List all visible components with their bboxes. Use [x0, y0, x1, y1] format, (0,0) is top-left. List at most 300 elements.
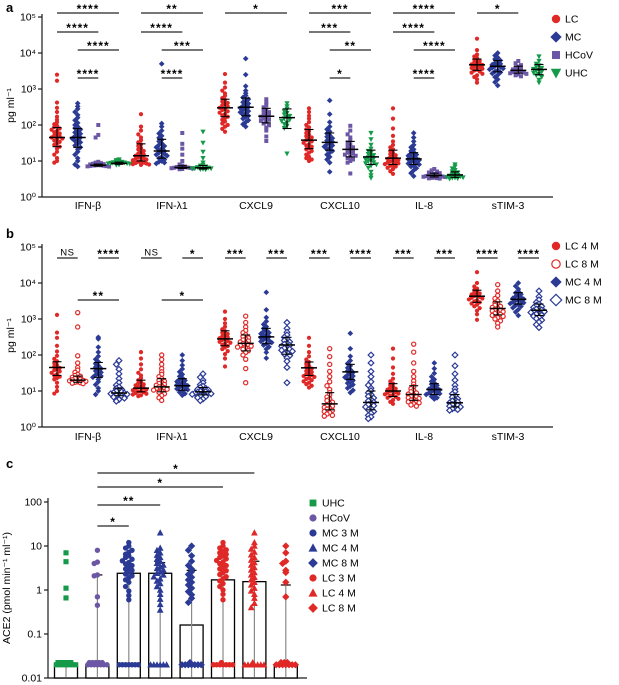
data-point — [123, 545, 128, 550]
panel-label-a: a — [6, 0, 14, 15]
significance-label: *** — [331, 2, 349, 16]
data-point — [52, 153, 56, 157]
data-point — [534, 73, 539, 78]
significance-label: *** — [394, 247, 412, 261]
significance-label: NS — [144, 247, 159, 259]
data-point — [328, 347, 332, 351]
data-point — [282, 593, 289, 600]
legend-label: MC 8 M — [565, 294, 602, 307]
y-tick-label: 10³ — [20, 83, 36, 96]
significance-label: *** — [268, 247, 286, 261]
significance-label: *** — [321, 21, 339, 35]
data-point — [55, 313, 59, 317]
x-category-label: IFN-λ1 — [156, 200, 188, 212]
legend-label: MC 8 M — [322, 557, 359, 570]
significance-label: **** — [97, 247, 120, 261]
data-point — [348, 129, 352, 133]
data-point — [346, 161, 350, 165]
data-point — [55, 344, 59, 348]
data-point — [55, 660, 60, 665]
data-point — [391, 172, 395, 176]
data-point — [328, 369, 332, 373]
data-point — [117, 662, 122, 667]
x-category-label: CXCL10 — [320, 431, 360, 443]
x-category-label: CXCL10 — [320, 200, 360, 212]
data-point — [180, 142, 184, 146]
data-point — [391, 126, 395, 130]
data-point — [152, 388, 156, 392]
data-point — [136, 662, 141, 667]
data-point — [94, 135, 98, 139]
data-point — [396, 397, 400, 401]
data-point — [347, 346, 353, 352]
data-point — [55, 79, 59, 83]
y-tick-label: 10¹ — [20, 155, 36, 168]
legend-marker-circle — [552, 260, 560, 268]
data-point — [470, 71, 474, 75]
data-point — [414, 404, 418, 408]
data-point — [223, 72, 227, 76]
y-tick-label: 10 — [30, 540, 42, 553]
significance-label: ** — [123, 494, 135, 508]
data-point — [241, 353, 245, 357]
data-point — [52, 161, 56, 165]
legend-label: MC — [565, 31, 582, 44]
significance-label: **** — [150, 21, 173, 35]
y-axis-label: ACE2 (pmol min⁻¹ ml⁻¹) — [1, 531, 13, 645]
data-point — [452, 352, 458, 358]
data-point — [220, 597, 225, 602]
data-point — [368, 131, 373, 136]
data-point — [475, 48, 479, 52]
significance-label: **** — [87, 39, 110, 53]
data-point — [475, 309, 479, 313]
data-point — [139, 350, 143, 354]
data-point — [328, 380, 332, 384]
data-point — [514, 73, 518, 77]
data-point — [496, 289, 500, 293]
data-point — [244, 320, 248, 324]
data-point — [104, 662, 109, 667]
data-point — [452, 371, 458, 377]
data-point — [264, 139, 268, 143]
data-point — [92, 573, 97, 578]
data-point — [467, 297, 471, 301]
data-point — [55, 100, 59, 104]
data-point — [391, 117, 395, 121]
data-point — [328, 355, 332, 359]
data-point — [412, 369, 416, 373]
data-point — [480, 72, 484, 76]
data-point — [55, 336, 59, 340]
data-point — [147, 162, 151, 166]
y-tick-label: 10⁴ — [19, 47, 36, 60]
data-point — [496, 325, 500, 329]
data-point — [92, 561, 97, 566]
data-point — [348, 124, 352, 128]
data-point — [223, 317, 227, 321]
data-point — [55, 110, 59, 114]
data-point — [126, 597, 131, 602]
data-point — [480, 296, 484, 300]
data-point — [307, 385, 311, 389]
data-point — [322, 414, 326, 418]
data-point — [236, 345, 240, 349]
legend-label: HCoV — [322, 512, 351, 525]
data-point — [431, 360, 437, 366]
data-point — [139, 128, 143, 132]
significance-label: *** — [226, 247, 244, 261]
y-tick-label: 10⁰ — [20, 421, 36, 434]
data-point — [136, 394, 140, 398]
significance-label: * — [173, 462, 179, 476]
x-category-label: sTIM-3 — [491, 431, 525, 443]
data-point — [282, 542, 289, 549]
significance-label: * — [253, 2, 259, 16]
data-point — [52, 391, 56, 395]
data-point — [304, 382, 308, 386]
data-point — [284, 365, 290, 371]
data-point — [282, 549, 289, 556]
data-point — [131, 392, 135, 396]
data-point — [87, 660, 92, 665]
data-point — [386, 166, 390, 170]
data-point — [412, 361, 416, 365]
data-point — [160, 398, 164, 402]
data-point — [343, 153, 347, 157]
data-point — [243, 56, 249, 62]
data-point — [219, 660, 224, 665]
data-point — [63, 586, 68, 591]
data-point — [55, 73, 59, 77]
legend-label: UHC — [322, 497, 345, 510]
legend-label: LC 4 M — [565, 240, 599, 253]
data-point — [244, 357, 248, 361]
y-tick-label: 1 — [36, 584, 42, 597]
data-point — [330, 413, 334, 417]
data-point — [243, 72, 249, 78]
significance-label: * — [110, 515, 116, 529]
data-point — [139, 112, 143, 116]
x-category-label: IFN-β — [74, 200, 102, 212]
data-point — [368, 176, 373, 181]
data-point — [180, 159, 184, 163]
data-point — [284, 380, 290, 386]
legend-marker-square — [310, 500, 317, 507]
significance-label: **** — [76, 67, 100, 81]
data-point — [536, 81, 541, 86]
data-point — [95, 594, 100, 599]
data-point — [475, 81, 479, 85]
legend-label: LC 3 M — [322, 572, 356, 585]
data-point — [475, 37, 479, 41]
data-point — [264, 134, 268, 138]
legend-label: HCoV — [565, 49, 594, 62]
legend-marker-triangle-up — [309, 588, 318, 596]
data-point — [327, 111, 333, 117]
data-point — [228, 341, 232, 345]
data-point — [63, 559, 68, 564]
data-point — [159, 61, 165, 67]
significance-label: **** — [349, 247, 372, 261]
data-point — [307, 350, 311, 354]
data-point — [383, 162, 387, 166]
data-point — [307, 159, 311, 163]
legend-label: UHC — [565, 67, 588, 80]
y-tick-label: 10⁰ — [20, 191, 36, 204]
y-axis-label: pg ml⁻¹ — [5, 88, 17, 123]
legend-marker-diamond — [550, 276, 561, 287]
data-point — [475, 312, 479, 316]
data-point — [391, 347, 395, 351]
data-point — [95, 344, 101, 350]
legend-marker-circle — [309, 574, 316, 581]
data-point — [165, 387, 169, 391]
significance-label: **** — [160, 67, 184, 81]
data-point — [412, 342, 416, 346]
data-point — [412, 375, 416, 379]
significance-label: * — [157, 476, 164, 490]
data-point — [55, 381, 59, 385]
data-point — [263, 307, 269, 313]
legend-marker-circle — [309, 514, 316, 521]
legend-marker-triangle-down — [551, 69, 562, 79]
data-point — [223, 81, 227, 85]
data-point — [368, 360, 374, 366]
data-point — [496, 283, 500, 287]
data-point — [73, 662, 78, 667]
data-point — [519, 74, 523, 78]
legend-marker-diamond — [308, 603, 318, 613]
data-point — [95, 603, 100, 608]
data-point — [139, 367, 143, 371]
data-point — [223, 364, 227, 368]
significance-label: **** — [66, 21, 89, 35]
legend-label: MC 3 M — [322, 527, 359, 540]
data-point — [244, 381, 248, 385]
y-axis-label: pg ml⁻¹ — [5, 318, 17, 353]
legend-marker-diamond — [550, 294, 561, 305]
significance-label: *** — [310, 247, 328, 261]
data-point — [328, 375, 332, 379]
data-point — [63, 550, 68, 555]
data-point — [95, 548, 100, 553]
data-point — [126, 580, 131, 585]
panel-label-b: b — [6, 226, 14, 241]
data-point — [217, 572, 222, 577]
data-point — [475, 281, 479, 285]
significance-label: * — [494, 2, 501, 16]
legend-label: LC 8 M — [322, 602, 356, 615]
data-point — [284, 152, 289, 157]
legend-marker-circle — [552, 15, 560, 23]
data-point — [493, 317, 497, 321]
legend-marker-triangle-up — [309, 543, 318, 551]
data-point — [307, 336, 311, 340]
data-point — [123, 584, 128, 589]
data-point — [383, 392, 387, 396]
data-point — [200, 130, 205, 135]
data-point — [307, 344, 311, 348]
significance-label: **** — [76, 2, 100, 16]
significance-label: **** — [412, 67, 436, 81]
data-point — [96, 123, 100, 127]
legend-marker-circle — [309, 529, 316, 536]
y-tick-label: 10⁴ — [19, 277, 36, 290]
data-point — [391, 372, 395, 376]
data-point — [304, 147, 308, 151]
data-point — [396, 391, 400, 395]
data-point — [262, 122, 266, 126]
data-point — [307, 106, 311, 110]
legend-label: LC — [565, 13, 579, 26]
x-category-label: CXCL9 — [239, 200, 273, 212]
x-category-label: CXCL9 — [239, 431, 273, 443]
data-point — [391, 356, 395, 360]
data-point — [327, 169, 333, 175]
data-point — [307, 110, 311, 114]
data-point — [160, 357, 164, 361]
significance-label: ** — [166, 2, 178, 16]
significance-label: ** — [92, 289, 105, 303]
y-tick-label: 100 — [24, 496, 42, 509]
x-category-label: IFN-λ1 — [156, 431, 188, 443]
data-point — [139, 163, 143, 167]
y-tick-label: 10⁵ — [19, 241, 36, 254]
data-point — [524, 72, 528, 76]
significance-label: * — [189, 247, 196, 261]
y-tick-label: 10⁵ — [19, 11, 36, 24]
data-point — [263, 350, 269, 356]
data-point — [76, 361, 80, 365]
data-point — [244, 366, 248, 370]
data-point — [409, 403, 413, 407]
data-point — [251, 529, 258, 535]
data-point — [68, 660, 73, 665]
data-point — [368, 352, 374, 358]
significance-label: **** — [476, 247, 499, 261]
significance-label: **** — [423, 39, 446, 53]
data-point — [180, 153, 184, 157]
data-point — [55, 385, 59, 389]
data-point — [347, 330, 353, 336]
significance-label: *** — [173, 39, 191, 53]
data-point — [52, 377, 56, 381]
significance-label: **** — [517, 247, 540, 261]
y-tick-label: 10² — [20, 349, 36, 362]
data-point — [412, 350, 416, 354]
data-point — [55, 349, 59, 353]
significance-label: *** — [436, 247, 454, 261]
x-category-label: sTIM-3 — [491, 200, 525, 212]
data-point — [264, 129, 268, 133]
significance-label: ** — [344, 39, 357, 53]
data-point — [475, 270, 479, 274]
data-point — [76, 354, 80, 358]
data-point — [220, 592, 225, 597]
data-point — [475, 318, 479, 322]
data-point — [263, 290, 269, 296]
significance-label: * — [337, 67, 343, 81]
data-point — [76, 325, 80, 329]
significance-label: NS — [60, 247, 75, 259]
x-category-label: IL-8 — [414, 431, 434, 443]
data-point — [200, 150, 205, 155]
data-point — [391, 402, 395, 406]
data-point — [200, 156, 205, 161]
y-tick-label: 10¹ — [20, 385, 36, 398]
data-point — [76, 311, 80, 315]
data-point — [160, 362, 164, 366]
data-point — [244, 314, 248, 318]
legend-marker-diamond — [550, 31, 561, 42]
panel-label-c: c — [6, 456, 14, 471]
data-point — [368, 137, 373, 142]
data-point — [139, 356, 143, 360]
y-tick-label: 0.1 — [27, 628, 42, 641]
y-tick-label: 0.01 — [21, 672, 42, 685]
data-point — [160, 353, 164, 357]
data-point — [211, 662, 216, 667]
data-point — [363, 161, 368, 166]
legend-marker-circle — [552, 242, 560, 250]
x-category-label: IL-8 — [414, 200, 434, 212]
data-point — [223, 130, 227, 134]
data-point — [460, 175, 465, 180]
data-point — [284, 320, 290, 326]
data-point — [131, 162, 135, 166]
y-tick-label: 10² — [20, 119, 36, 132]
legend-marker-square — [552, 51, 560, 59]
data-point — [180, 131, 184, 135]
legend-label: MC 4 M — [565, 276, 602, 289]
data-point — [139, 125, 143, 129]
data-point — [70, 381, 74, 385]
data-point — [223, 352, 227, 356]
data-point — [200, 141, 205, 146]
data-point — [180, 147, 184, 151]
x-category-label: IFN-β — [74, 431, 102, 443]
legend-label: LC 8 M — [565, 258, 599, 271]
data-point — [472, 304, 476, 308]
legend-marker-diamond — [308, 558, 318, 568]
significance-label: **** — [412, 2, 436, 16]
data-point — [452, 363, 458, 369]
data-point — [263, 355, 269, 361]
data-point — [508, 71, 512, 75]
data-point — [63, 595, 68, 600]
data-point — [170, 166, 174, 170]
data-point — [179, 352, 185, 358]
data-point — [220, 347, 224, 351]
data-point — [249, 344, 253, 348]
data-point — [230, 662, 235, 667]
data-point — [422, 175, 426, 179]
legend-label: MC 4 M — [322, 542, 359, 555]
data-point — [328, 362, 332, 366]
data-point — [348, 171, 352, 175]
data-point — [139, 362, 143, 366]
significance-label: **** — [402, 21, 425, 35]
data-point — [86, 164, 90, 168]
data-point — [391, 365, 395, 369]
data-point — [157, 529, 164, 535]
data-point — [55, 106, 59, 110]
data-point — [100, 660, 105, 665]
data-point — [223, 310, 227, 314]
data-point — [391, 134, 395, 138]
data-point — [536, 54, 541, 59]
